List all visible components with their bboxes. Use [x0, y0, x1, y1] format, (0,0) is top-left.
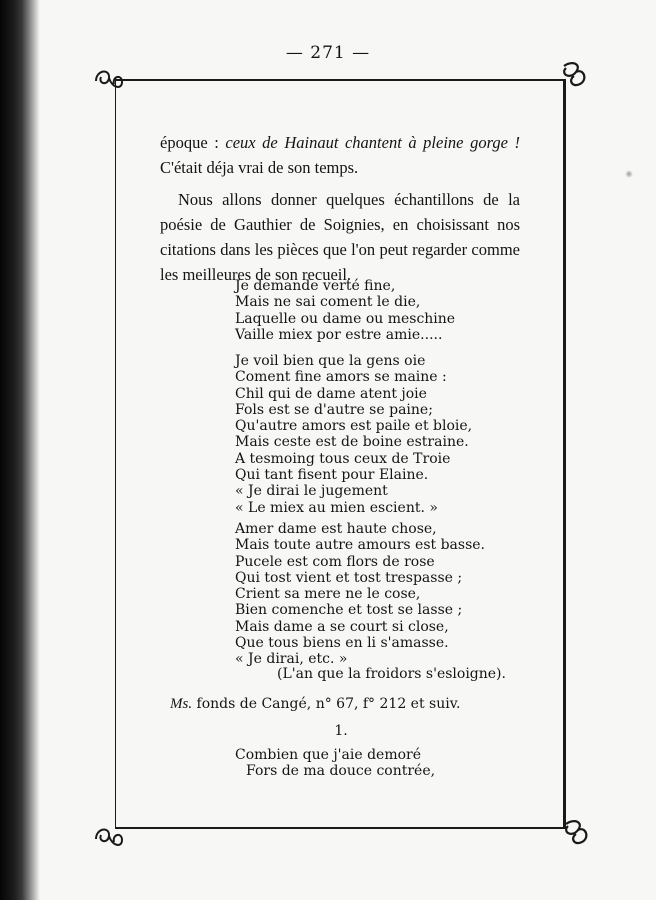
verse-line: Chil qui de dame atent joie: [235, 385, 427, 402]
corner-ornament-bottom-left: [92, 822, 126, 856]
verse-line: Combien que j'aie demoré: [235, 747, 421, 763]
intro-quote: ceux de Hainaut chantent à pleine gorge !: [225, 133, 521, 152]
verse-line: « Je dirai le jugement: [235, 483, 388, 500]
main-paragraph: Nous allons donner quelques échantillons de la poésie de Gauthier de Soignies, en choisissant nos citations dans les pièces que l'on peut regarder comme les meilleures de son recueil.: [160, 190, 520, 284]
corner-ornament-top-left: [92, 64, 126, 98]
verse-line: Qui tant fisent pour Elaine.: [235, 467, 429, 484]
corner-ornament-top-right: [556, 58, 590, 92]
verse-line: Fors de ma douce contrée,: [246, 763, 436, 780]
verse-stanza-1: [235, 278, 455, 343]
verse-line: « Le miex au mien escient. »: [235, 499, 438, 516]
poem-reference: (L'an que la froidors s'esloigne).: [277, 666, 506, 682]
verse-line: Vaille miex por estre amie.....: [235, 326, 443, 343]
intro-tail: C'était déja vrai de son temps.: [160, 158, 359, 177]
verse-line: Mais toute autre amours est basse.: [235, 537, 485, 554]
verse-stanza-4: [235, 747, 435, 780]
verse-line: Mais dame a se court si close,: [235, 618, 449, 635]
verse-line: Bien comenche et tost se lasse ;: [235, 602, 463, 619]
verse-line: Que tous biens en li s'amasse.: [235, 635, 449, 652]
verse-line: Qu'autre amors est paile et bloie,: [235, 418, 473, 435]
verse-line: Mais ceste est de boine estraine.: [235, 434, 469, 451]
verse-line: Pucele est com flors de rose: [235, 553, 435, 570]
intro-paragraph: [160, 130, 520, 180]
paper-speck: [625, 170, 633, 178]
verse-line: Fols est se d'autre se paine;: [235, 401, 433, 418]
prose-block: [160, 130, 520, 287]
verse-line: Crient sa mere ne le cose,: [235, 586, 421, 603]
page-number: — 271 —: [285, 43, 371, 63]
manuscript-abbr: Ms.: [170, 696, 193, 712]
verse-line: Laquelle ou dame ou meschine: [235, 310, 456, 327]
verse-stanza-3: [235, 521, 485, 668]
verse-line: Je voil bien que la gens oie: [235, 353, 426, 369]
verse-line: Coment fine amors se maine :: [235, 369, 447, 386]
section-number: 1.: [334, 723, 348, 739]
verse-line: Je demande verté fine,: [235, 278, 396, 294]
manuscript-text: fonds de Cangé, n° 67, f° 212 et suiv.: [196, 696, 461, 712]
verse-line: Mais ne sai coment le die,: [235, 294, 421, 311]
corner-ornament-bottom-right: [558, 816, 592, 850]
verse-line: Amer dame est haute chose,: [235, 521, 437, 537]
verse-line: Qui tost vient et tost trespasse ;: [235, 569, 463, 586]
book-binding-shadow: [0, 0, 40, 900]
verse-stanza-2: [235, 353, 472, 516]
verse-line: « Je dirai, etc. »: [235, 651, 348, 668]
intro-epoque: époque :: [160, 133, 219, 152]
verse-line: A tesmoing tous ceux de Troie: [235, 450, 451, 467]
manuscript-citation: [170, 696, 460, 713]
